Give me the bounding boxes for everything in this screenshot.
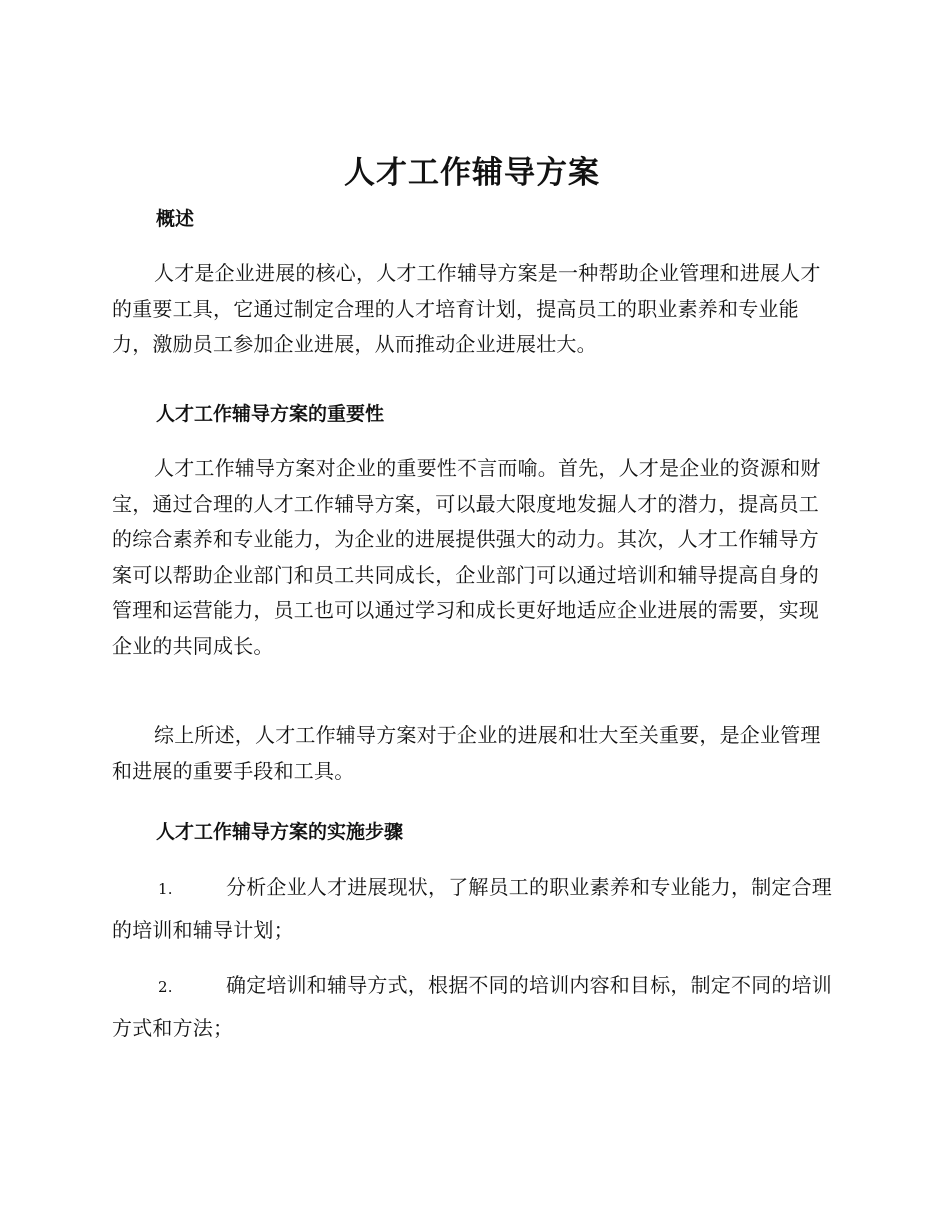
paragraph-importance-1: 人才工作辅导方案对企业的重要性不言而喻。首先，人才是企业的资源和财宝，通过合理的人才工作辅导方案，可以最大限度地发掘人才的潜力，提高员工的综合素养和专业能力，为企业的进展提供强大的动力。其次，人才工作辅导方案可以帮助企业部门和员工共同成长，企业部门可以通过培训和辅导提高自身的管理和运营能力，员工也可以通过学习和成长更好地适应企业进展的需要，实现企业的共同成长。	[112, 456, 821, 658]
paragraph-importance-2: 综上所述，人才工作辅导方案对于企业的进展和壮大至关重要，是企业管理和进展的重要手段和工具。	[112, 723, 821, 783]
step-text: 确定培训和辅导方式，根据不同的培训内容和目标，制定不同的培训方式和方法；	[112, 973, 832, 1040]
step-text: 分析企业人才进展现状，了解员工的职业素养和专业能力，制定合理的培训和辅导计划；	[112, 875, 832, 942]
list-item-step-1	[112, 867, 832, 951]
step-number: 2.	[158, 978, 173, 996]
section-heading-importance: 人才工作辅导方案的重要性	[156, 403, 385, 425]
section-heading-steps: 人才工作辅导方案的实施步骤	[156, 821, 404, 843]
paragraph-overview: 人才是企业进展的核心，人才工作辅导方案是一种帮助企业管理和进展人才的重要工具，它通过制定合理的人才培育计划，提高员工的职业素养和专业能力，激励员工参加企业进展，从而推动企业进展壮大。	[112, 261, 821, 357]
list-item-step-2	[112, 965, 832, 1049]
document-title: 人才工作辅导方案	[344, 155, 600, 191]
step-number: 1.	[158, 880, 173, 898]
section-heading-overview: 概述	[156, 208, 195, 230]
